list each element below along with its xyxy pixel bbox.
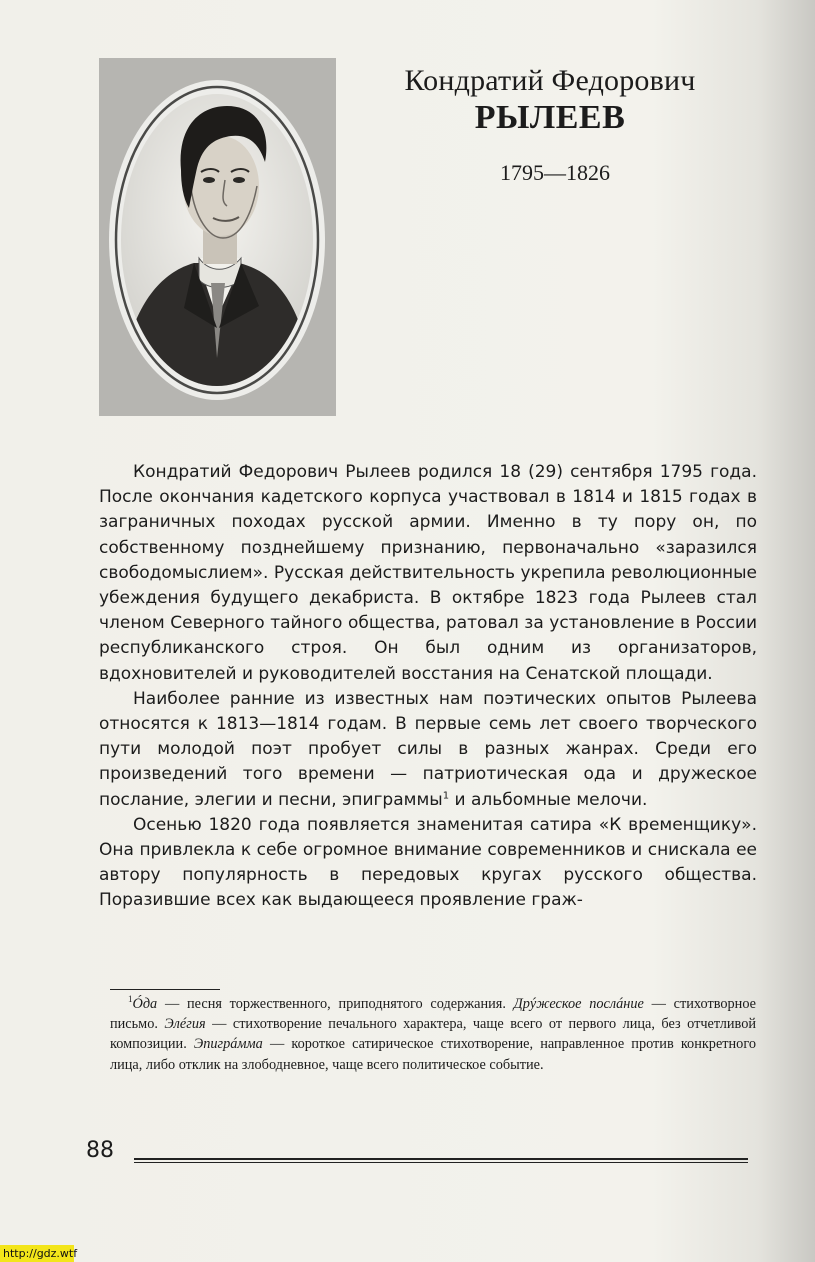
paragraph-2-text: Наиболее ранние из известных нам поэтических опытов Рылеева относятся к 1813—1814 годам. В первые семь лет своего творческого пути молодой поэт пробует силы в разных жанрах. Среди его произведений того времени — патриотическая ода и дружеское послание, элегии и песни, эпиграммы — [99, 688, 757, 810]
paragraph-1: Кондратий Федорович Рылеев родился 18 (29) сентября 1795 года. После окончания кадетского корпуса участвовал в 1814 и 1815 годах в заграничных походах русской армии. Именно в ту пору он, по собственному позднейшему признанию, первоначально «заразился свободомыслием». Русская действительность укрепила революционные убеждения будущего декабриста. В октябре 1823 года Рылеев стал членом Северного тайного общества, ратовал за установление в России республиканского строя. Он был одним из организаторов, вдохновителей и руководителей восстания на Сенатской площади. — [99, 462, 757, 684]
paragraph-2 — [99, 687, 757, 813]
footnote-reference: 1 — [442, 789, 450, 801]
footnote-paragraph — [110, 994, 756, 1075]
footnote-term-epigramma: Эпигрáмма — [193, 1036, 263, 1053]
footnote-marker: 1 — [128, 994, 133, 1005]
footnote-divider — [110, 989, 220, 990]
portrait-engraving-icon — [99, 58, 336, 416]
footnote-def-oda: — песня торжественного, приподнятого содержания. — [157, 996, 514, 1012]
biography-text — [99, 460, 757, 914]
footnote-term-elegia: Элéгия — [164, 1016, 206, 1033]
bottom-rule — [134, 1158, 748, 1163]
footnote — [110, 994, 756, 1075]
paragraph-2-tail: и альбомные мелочи. — [449, 789, 648, 810]
page-number: 88 — [86, 1138, 114, 1163]
footnote-term-oda: Óда — [132, 996, 158, 1012]
watermark-link[interactable]: http://gdz.wtf — [0, 1245, 74, 1262]
paragraph-3: Осенью 1820 года появляется знаменитая сатира «К временщику». Она привлекла к себе огромное внимание современников и снискала ее автору популярность в передовых кругах русского общества. Поразившие всех как выдающееся проявление граж- — [99, 814, 757, 911]
footnote-def-epigramma: — короткое сатирическое стихотворение, направленное против конкретного лица, либо отклик на злободневное, чаще всего политическое событие. — [110, 1036, 756, 1073]
footnote-term-poslanie: Дрýжеское послáние — [513, 996, 644, 1012]
footnote-def-poslanie: — стихотворное письмо. — [110, 996, 756, 1033]
author-life-years: 1795—1826 — [500, 160, 610, 185]
footnote-def-elegia: — стихотворение печального характера, чаще всего от первого лица, без отчетливой композиции. — [110, 1016, 756, 1053]
author-surname: РЫЛЕЕВ — [474, 99, 626, 136]
author-first-names: Кондратий Федорович — [404, 64, 696, 97]
portrait-image — [99, 58, 336, 416]
